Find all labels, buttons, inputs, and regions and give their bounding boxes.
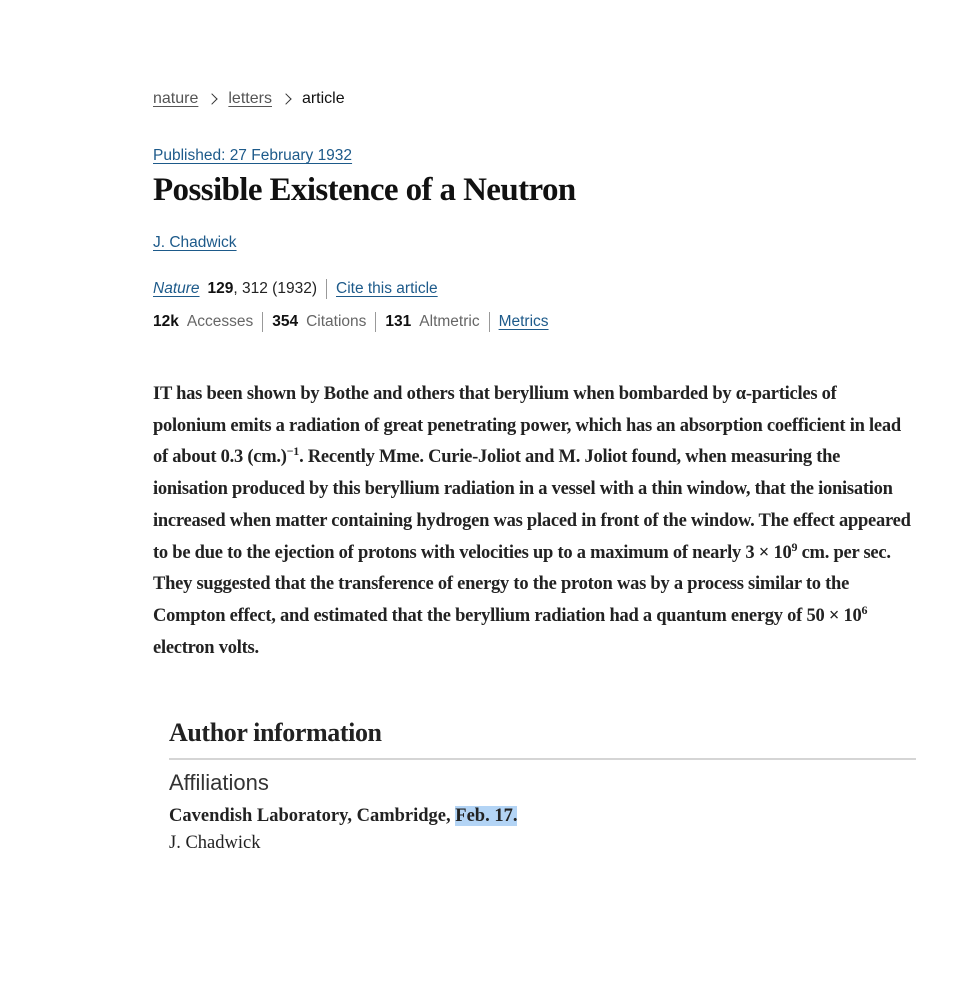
author-information-heading: Author information: [169, 718, 916, 760]
chevron-right-icon: [280, 93, 291, 104]
breadcrumb-link-nature[interactable]: nature: [153, 90, 199, 107]
author-link[interactable]: J. Chadwick: [153, 234, 237, 251]
citation-pages-year: , 312 (1932): [233, 280, 317, 297]
breadcrumb-current: article: [301, 90, 345, 107]
divider: [375, 312, 376, 332]
abstract-superscript: 6: [861, 602, 868, 617]
altmetric-label: Altmetric: [419, 313, 480, 330]
divider: [489, 312, 490, 332]
abstract-superscript: −1: [286, 444, 300, 459]
journal-link[interactable]: Nature: [153, 280, 200, 297]
affiliation-institution: [169, 806, 916, 827]
affiliation-text: Cavendish Laboratory, Cambridge,: [169, 806, 456, 826]
abstract-text: cm. per sec. They suggested that the transference of energy to the proton was by a process similar to the Compton effect, and estimated that the beryllium radiation had a quantum energy of 50 × 10: [153, 542, 891, 626]
abstract-text: electron volts.: [153, 637, 259, 658]
affiliations-heading: Affiliations: [169, 770, 269, 795]
selected-text-highlight[interactable]: Feb. 17.: [455, 806, 518, 826]
article-metrics: [153, 312, 549, 332]
cite-this-article-link[interactable]: Cite this article: [336, 280, 438, 297]
affiliation-author: J. Chadwick: [169, 833, 261, 853]
accesses-count: 12k: [153, 313, 179, 330]
breadcrumb-link-letters[interactable]: letters: [228, 90, 272, 107]
chevron-right-icon: [207, 93, 218, 104]
abstract-text: IT has been shown by Bothe and others that beryllium when bombarded by α-particles of polonium emits a radiation of great penetrating power, which has an absorption coefficient in lead of about 0.3 (cm.): [153, 384, 901, 468]
author-information-section: [169, 718, 916, 854]
citations-count: 354: [272, 313, 299, 330]
divider: [262, 312, 263, 332]
altmetric-count: 131: [385, 313, 412, 330]
article-title: Possible Existence of a Neutron: [153, 172, 576, 208]
accesses-label: Accesses: [186, 313, 254, 330]
breadcrumb: [153, 90, 345, 108]
abstract-text: . Recently Mme. Curie-Joliot and M. Joliot found, when measuring the ionisation produced by this beryllium radiation in a vessel with a thin window, that the ionisation increased when matter containing hydrogen was placed in front of the window. The effect appeared to be due to the ejection of protons with velocities up to a maximum of nearly 3 × 10: [153, 447, 911, 563]
article-abstract: [153, 379, 913, 664]
divider: [326, 279, 327, 299]
citation-volume: 129: [207, 280, 234, 297]
citations-label: Citations: [306, 313, 367, 330]
published-date-link[interactable]: Published: 27 February 1932: [153, 147, 353, 164]
metrics-link[interactable]: Metrics: [498, 313, 549, 330]
abstract-superscript: 9: [791, 539, 798, 554]
citation-line: [153, 279, 438, 299]
